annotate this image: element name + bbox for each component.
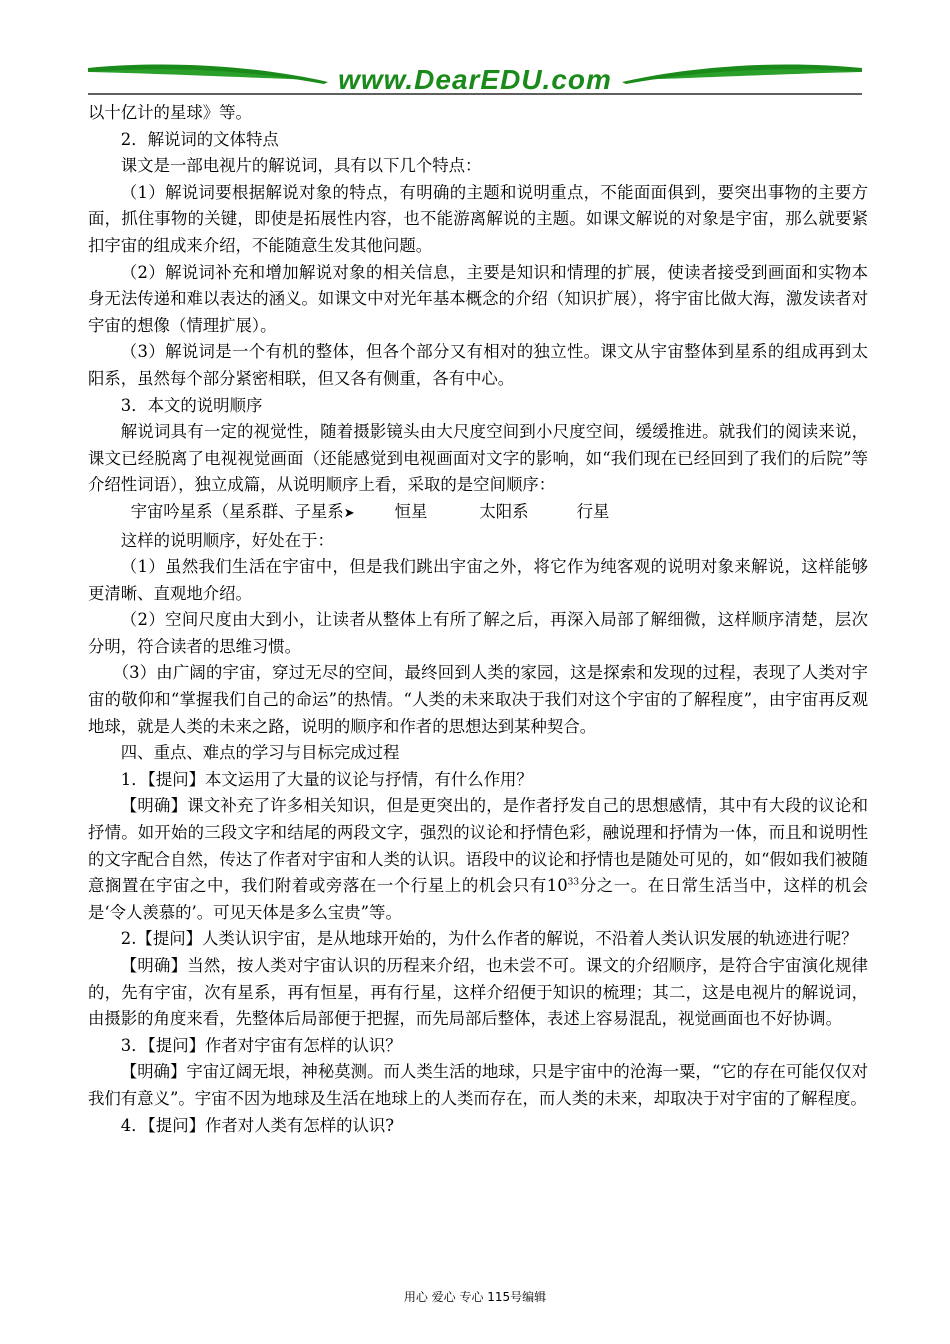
sequence-item-planet: 行星 <box>576 501 610 521</box>
question: 1．【提问】本文运用了大量的议论与抒情，有什么作用？ <box>120 769 533 789</box>
section-heading: 2．解说词的文体特点 <box>120 129 279 149</box>
paragraph: （2）解说词补充和增加解说对象的相关信息，主要是知识和情理的扩展，使读者接受到画面和实物本身无法传递和难以表达的涵义。如课文中对光年基本概念的介绍（知识扩展），将宇宙比做大海，激发读者对宇宙的想像（情理扩展）。 <box>88 262 868 335</box>
section-heading: 四、重点、难点的学习与目标完成过程 <box>120 743 400 763</box>
answer-text: 分之一。在日常生活当中，这样的机会是‘令人羡慕的’。可见天体是多么宝贵”等。 <box>88 876 869 922</box>
paragraph: （3）解说词是一个有机的整体，但各个部分又有相对的独立性。课文从宇宙整体到星系的组成再到太阳系，虽然每个部分紧密相联，但又各有侧重，各有中心。 <box>88 342 868 388</box>
paragraph: （1）解说词要根据解说对象的特点，有明确的主题和说明重点，不能面面俱到，要突出事物的主要方面，抓住事物的关键，即使是拓展性内容，也不能游离解说的主题。如课文解说的对象是宇宙，那么就要紧扣宇宙的组成来介绍，不能随意生发其他问题。 <box>88 182 868 255</box>
paragraph: （1）虽然我们生活在宇宙中，但是我们跳出宇宙之外，将它作为纯客观的说明对象来解说，这样能够更清晰、直观地介绍。 <box>88 557 868 603</box>
sequence-item-galaxy: 宇宙吟星系（星系群、子星系 <box>130 501 344 521</box>
paragraph: 解说词具有一定的视觉性，随着摄影镜头由大尺度空间到小尺度空间，缓缓推进。就我们的阅读来说，课文已经脱离了电视视觉画面（还能感觉到电视画面对文字的影响，如“我们现在已经回到了我们的后院”等介绍性词语），独立成篇，从说明顺序上看，采取的是空间顺序： <box>88 422 868 495</box>
answer <box>88 793 868 926</box>
question: 2.【提问】人类认识宇宙，是从地球开始的，为什么作者的解说，不沿着人类认识发展的轨迹进行呢？ <box>120 929 858 949</box>
arrow-right-icon: ➤ <box>343 505 355 521</box>
document-body <box>88 100 868 1139</box>
order-sequence <box>88 499 868 528</box>
paragraph: （3）由广阔的宇宙，穿过无尽的空间，最终回到人类的家园，这是探索和发现的过程，表现了人类对宇宙的敬仰和“掌握我们自己的命运”的热情。“人类的未来取决于我们对这个宇宙的了解程度”，由宇宙再反观地球，就是人类的未来之路，说明的顺序和作者的思想达到某种契合。 <box>88 663 868 736</box>
page-footer: 用心 爱心 专心 115号编辑 <box>403 1290 547 1304</box>
site-logo-text[interactable]: www.DearEDU.com <box>338 64 612 95</box>
question: 4．【提问】作者对人类有怎样的认识? <box>120 1115 395 1135</box>
paragraph: 以十亿计的星球》等。 <box>88 103 252 122</box>
paragraph: 这样的说明顺序，好处在于： <box>120 530 334 550</box>
sequence-item-solar-system: 太阳系 <box>479 501 529 521</box>
exponent: 33 <box>567 877 580 888</box>
sequence-item-star: 恒星 <box>394 501 428 521</box>
answer: 【明确】宇宙辽阔无垠，神秘莫测。而人类生活的地球，只是宇宙中的沧海一粟，“它的存在可能仅仅对我们有意义”。宇宙不因为地球及生活在地球上的人类而存在，而人类的未来，却取决于对宇宙的了解程度。 <box>88 1062 868 1108</box>
paragraph: （2）空间尺度由大到小，让读者从整体上有所了解之后，再深入局部了解细微，这样顺序清楚，层次分明，符合读者的思维习惯。 <box>88 610 868 656</box>
answer-text: 【明确】课文补充了许多相关知识，但是更突出的，是作者抒发自己的思想感情，其中有大段的议论和抒情。如开始的三段文字和结尾的两段文字，强烈的议论和抒情色彩，融说理和抒情为一体，而且和说明性的文字配合自然，传达了作者对宇宙和人类的认识。语段中的议论和抒情也是随处可见的，如“假如我们被随意搁置在宇宙之中，我们附着或旁落在一个行星上的机会只有10 <box>88 796 868 896</box>
paragraph: 课文是一部电视片的解说词，具有以下几个特点： <box>120 156 482 176</box>
section-heading: 3．本文的说明顺序 <box>120 395 263 415</box>
question: 3．【提问】作者对宇宙有怎样的认识？ <box>120 1035 402 1055</box>
answer: 【明确】当然，按人类对宇宙认识的历程来介绍，也未尝不可。课文的介绍顺序，是符合宇宙演化规律的，先有宇宙，次有星系，再有恒星，再有行星，这样介绍便于知识的梳理；其二，这是电视片的解说词，由摄影的角度来看，先整体后局部便于把握，而先局部后整体，表述上容易混乱，视觉画面也不好协调。 <box>88 956 868 1029</box>
site-header <box>88 58 862 98</box>
